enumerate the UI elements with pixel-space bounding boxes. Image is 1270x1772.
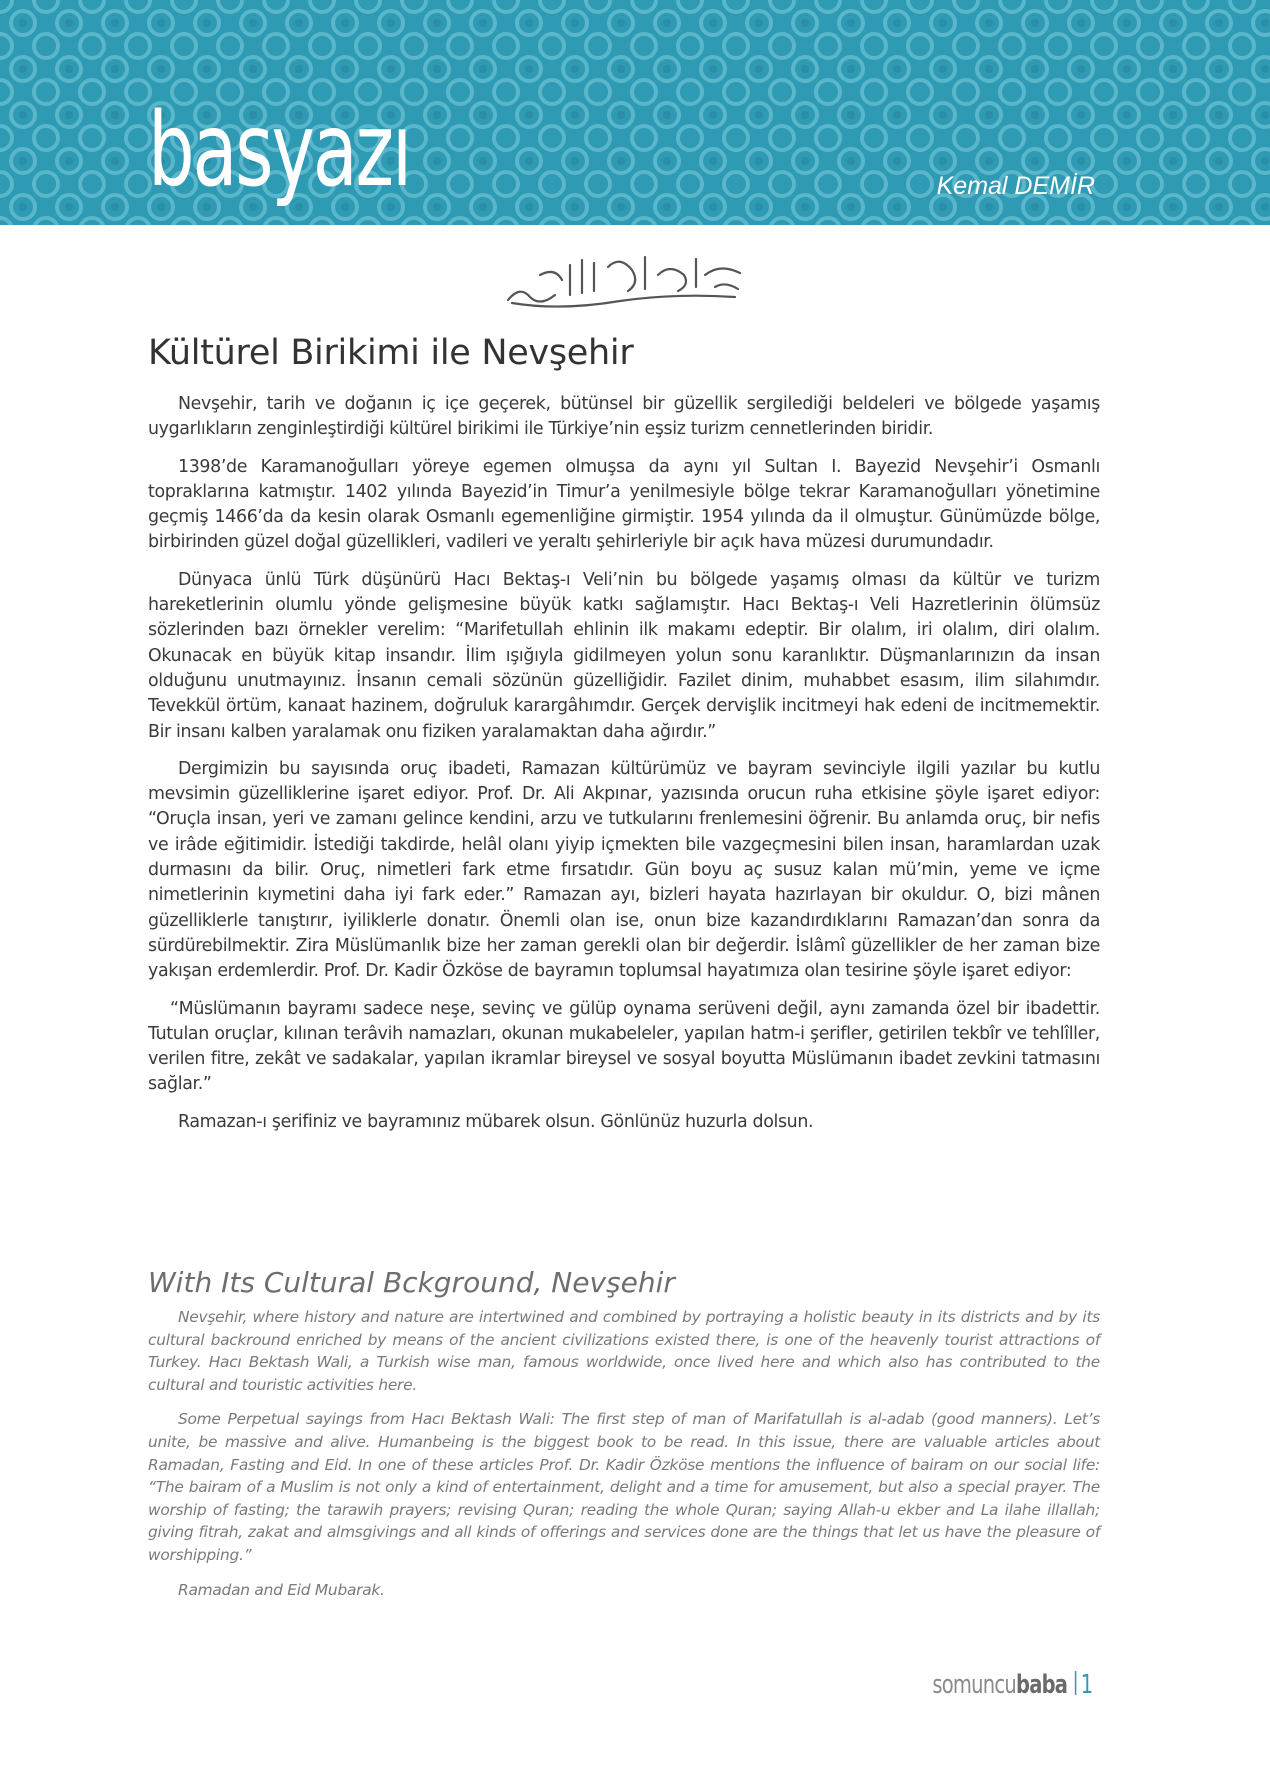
header-banner xyxy=(0,0,1270,225)
paragraph: Nevşehir, tarih ve doğanın iç içe geçerek, bütünsel bir güzellik sergilediği beldeleri ve bölgede yaşamış uygarlıkların zenginleştirdiği kültürel birikimi ile Türkiye’nin eşsiz turizm cennetlerinden biridir. xyxy=(148,394,1100,440)
brand-name-part2: baba xyxy=(1015,1670,1067,1700)
article-title-turkish: Kültürel Birikimi ile Nevşehir xyxy=(148,333,634,373)
article-title-english: With Its Cultural Bckground, Nevşehir xyxy=(148,1266,675,1299)
quote-paragraph: “Müslümanın bayramı sadece neşe, sevinç ve gülüp oynama serüveni değil, aynı zamanda özel bir ibadettir. Tutulan oruçlar, kılınan terâvih namazları, okunan mukabeleler, yapılan hatm-i şerifler, getirilen tekbîr ve tehlîller, verilen fitre, zekât ve sadakalar, yapılan ikramlar bireysel ve sosyal boyutta Müslümanın ibadet zevkini tatmasını sağlar.” xyxy=(148,998,1100,1095)
page-number: 1 xyxy=(1080,1670,1092,1700)
section-title: basyazı xyxy=(148,91,411,210)
paragraph: Dünyaca ünlü Türk düşünürü Hacı Bektaş-ı Veli’nin bu bölgede yaşamış olması da kültür ve turizm hareketlerinin olumlu yönde gelişmesine büyük katkı sağlamıştır. Hacı Bektaş-ı Veli Hazretlerinin ölümsüz sözlerinden bazı örnekler verelim: “Marifetullah ehlinin ilk makamı edeptir. Bir olalım, iri olalım, diri olalım. Okunacak en büyük kitap insandır. İlim ışığıyla gidilmeyen yolun sonu karanlıktır. Düşmanlarınızın da insan olduğunu unutmayınız. İnsanın cemali sözünün güzelliğidir. Fazilet dinim, muhabbet esasım, ilim silahımdır. Tevekkül örtüm, kanaat hazinem, doğruluk karargâhımdır. Gerçek dervişlik incitmeyi hak edeni de incitmemektir. Bir insanı kalben yaralamak onu fiziken yaralamaktan daha ağırdır.” xyxy=(148,569,1100,742)
basmala-calligraphy-icon xyxy=(500,245,750,315)
article-body-english xyxy=(148,1306,1100,1613)
article-body-turkish xyxy=(148,392,1100,1147)
closing-paragraph: Ramazan-ı şerifiniz ve bayramınız mübarek olsun. Gönlünüz huzurla dolsun. xyxy=(178,1111,814,1132)
paragraph: Some Perpetual sayings from Hacı Bektash Wali: The first step of man of Marifatullah is al-adab (good manners). Let’s unite, be massive and alive. Humanbeing is the biggest book to be read. In this issue, there are valuable articles about Ramadan, Fasting and Eid. In one of these articles Prof. Dr. Kadir Özköse mentions the influence of bairam on our social life: “The bairam of a Muslim is not only a kind of entertainment, delight and a time for amusement, but also a special prayer. The worship of fasting; the tarawih prayers; revising Quran; reading the whole Quran; saying Allah-u ekber and La ilahe illallah; giving fitrah, zakat and almsgivings and all kinds of offerings and services done are the things that let us have the pleasure of worshipping.” xyxy=(148,1410,1100,1564)
paragraph: Nevşehir, where history and nature are intertwined and combined by portraying a holistic beauty in its districts and by its cultural backround enriched by means of the ancient civilizations existed there, is one of the heavenly tourist attractions of Turkey. Hacı Bektash Wali, a Turkish wise man, famous worldwide, once lived here and which also has contributed to the cultural and touristic activities here. xyxy=(148,1308,1100,1394)
author-name: Kemal DEMİR xyxy=(936,172,1095,200)
divider xyxy=(1074,1671,1076,1695)
footer-brand xyxy=(932,1670,1092,1700)
paragraph: Dergimizin bu sayısında oruç ibadeti, Ramazan kültürümüz ve bayram sevinciyle ilgili yazılar bu kutlu mevsimin güzelliklerine işaret ediyor. Prof. Dr. Ali Akpınar, yazısında orucun ruha etkisine şöyle işaret ediyor: “Oruçla insan, yeri ve zamanı gelince kendini, arzu ve tutkularını frenlemesini öğrenir. Bu anlamda oruç, bir nefis ve irâde eğitimidir. İstediği takdirde, helâl olanı yiyip içmekten bile vazgeçmesini bilen insan, haramlardan uzak durmasını da bilir. Oruç, nimetleri fark etme fırsatıdır. Gün boyu aç susuz kalan mü’min, yeme ve içme nimetlerinin kıymetini daha iyi fark eder.” Ramazan ayı, bizleri hayata hazırlayan bir okuldur. O, bizi mânen güzelliklerle tanıştırır, iyiliklerle donatır. Önemli olan ise, onun bize kazandırdıklarını Ramazan’dan sonra da sürdürebilmektir. Zira Müslümanlık bize her zaman gerekli olan bir değerdir. İslâmî güzellikler de her zaman bize yakışan erdemlerdir. Prof. Dr. Kadir Özköse de bayramın toplumsal hayatımıza olan tesirine şöyle işaret ediyor: xyxy=(148,758,1100,982)
brand-name-part1: somuncu xyxy=(931,1670,1016,1700)
paragraph: 1398’de Karamanoğulları yöreye egemen olmuşsa da aynı yıl Sultan I. Bayezid Nevşehir’i Osmanlı topraklarına katmıştır. 1402 yılında Bayezid’in Timur’a yenilmesiyle bölge tekrar Karamanoğulları yönetimine geçmiş 1466’da da kesin olarak Osmanlı egemenliğine girmiştir. 1954 yılında da il olmuştur. Günümüzde bölge, birbirinden güzel doğal güzellikleri, vadileri ve yeraltı şehirleriyle bir açık hava müzesi durumundadır. xyxy=(148,456,1100,553)
closing-paragraph: Ramadan and Eid Mubarak. xyxy=(178,1580,385,1599)
